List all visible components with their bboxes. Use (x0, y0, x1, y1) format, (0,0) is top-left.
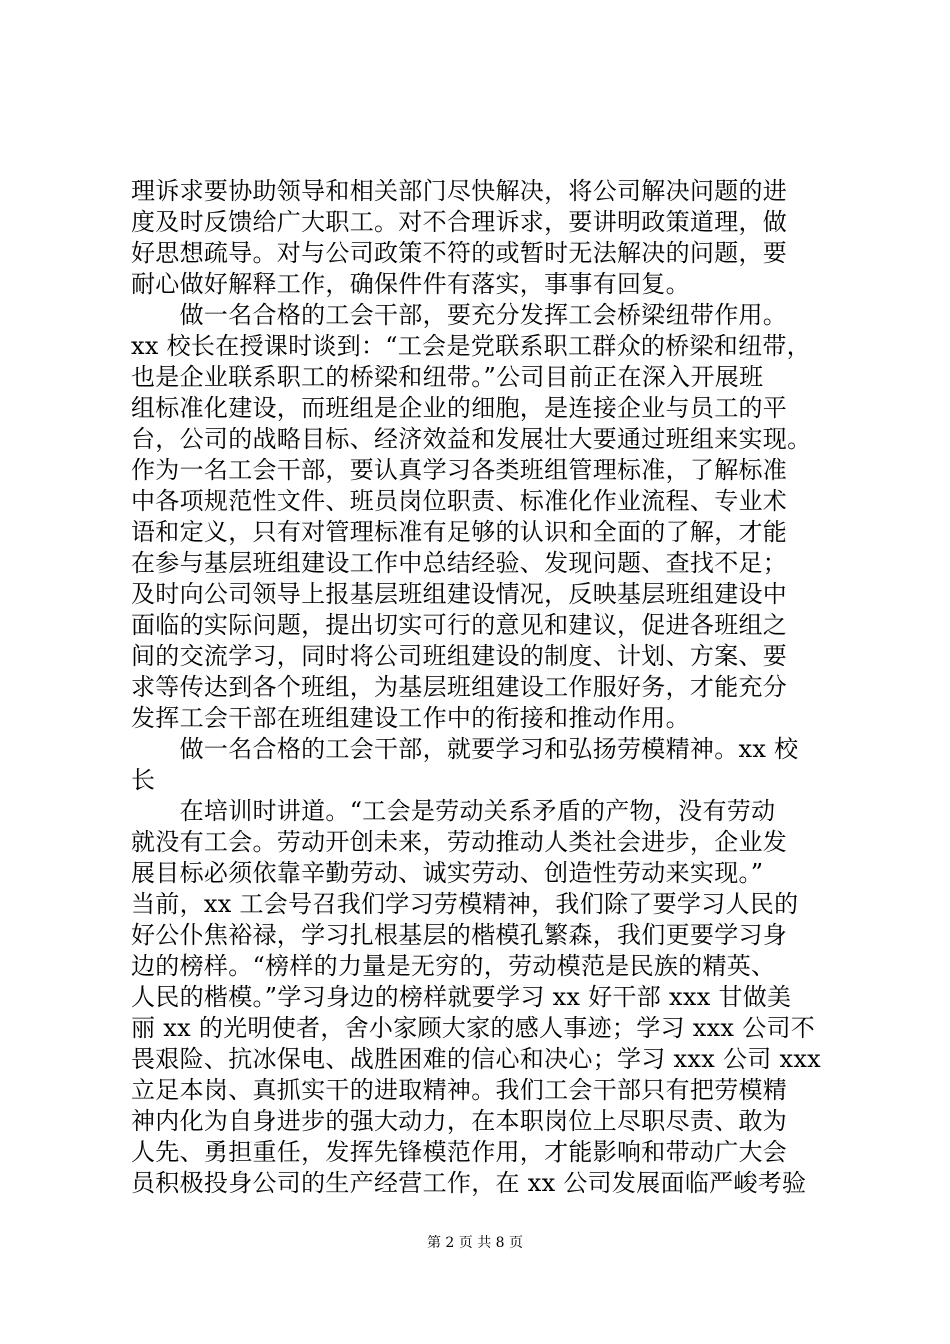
body-text-line: 理诉求要协助领导和相关部门尽快解决，将公司解决问题的进 (131, 177, 788, 205)
body-text-line: 面临的实际问题，提出切实可行的意见和建议，促进各班组之 (131, 611, 788, 639)
body-text-line: 就没有工会。劳动开创未来，劳动推动人类社会进步，企业发 (131, 828, 788, 856)
body-text-line: 间的交流学习，同时将公司班组建设的制度、计划、方案、要 (131, 642, 788, 670)
body-text-line: 求等传达到各个班组，为基层班组建设工作服好务，才能充分 (131, 673, 788, 701)
body-text-line: 畏艰险、抗冰保电、战胜困难的信心和决心；学习 xxx 公司 xxx (131, 1045, 821, 1073)
body-text-line: 度及时反馈给广大职工。对不合理诉求，要讲明政策道理，做 (131, 208, 788, 236)
body-text-line: 好思想疏导。对与公司政策不符的或暂时无法解决的问题，要 (131, 239, 788, 267)
body-text-line: 好公仆焦裕禄，学习扎根基层的楷模孔繁森，我们更要学习身 (131, 921, 788, 949)
body-text-line: 丽 xx 的光明使者，舍小家顾大家的感人事迹；学习 xxx 公司不 (131, 1014, 816, 1042)
body-text-line: 人先、勇担重任，发挥先锋模范作用，才能影响和带动广大会 (131, 1138, 788, 1166)
body-text-line: 做一名合格的工会干部，要充分发挥工会桥梁纽带作用。 (131, 301, 788, 329)
body-text-line: 发挥工会干部在班组建设工作中的衔接和推动作用。 (131, 704, 690, 732)
body-text-line: 员积极投身公司的生产经营工作，在 xx 公司发展面临严峻考验 (131, 1169, 807, 1197)
body-text-line: 组标准化建设，而班组是企业的细胞，是连接企业与员工的平 (131, 394, 788, 422)
body-text-line: 长 (131, 766, 156, 794)
body-text-line: 展目标必须依靠辛勤劳动、诚实劳动、创造性劳动来实现。” (131, 859, 764, 887)
body-text-line: 做一名合格的工会干部，就要学习和弘扬劳模精神。xx 校 (131, 735, 799, 763)
body-text-line: 中各项规范性文件、班员岗位职责、标准化作业流程、专业术 (131, 487, 788, 515)
body-text-line: 边的榜样。“榜样的力量是无穷的，劳动模范是民族的精英、 (131, 952, 776, 980)
body-text-line: 人民的楷模。”学习身边的榜样就要学习 xx 好干部 xxx 甘做美 (131, 983, 792, 1011)
body-text-line: 耐心做好解释工作，确保件件有落实，事事有回复。 (131, 270, 690, 298)
body-text-line: 立足本岗、真抓实干的进取精神。我们工会干部只有把劳模精 (131, 1076, 788, 1104)
body-text-line: 神内化为自身进步的强大动力，在本职岗位上尽职尽责、敢为 (131, 1107, 788, 1135)
body-text-line: 在参与基层班组建设工作中总结经验、发现问题、查找不足； (131, 549, 788, 577)
body-text-line: 也是企业联系职工的桥梁和纽带。”公司目前正在深入开展班 (131, 363, 764, 391)
body-text-line: 及时向公司领导上报基层班组建设情况，反映基层班组建设中 (131, 580, 788, 608)
page-number-footer: 第 2 页 共 8 页 (426, 1235, 524, 1251)
body-text-line: 作为一名工会干部，要认真学习各类班组管理标准，了解标准 (131, 456, 788, 484)
body-text-line: 当前，xx 工会号召我们学习劳模精神，我们除了要学习人民的 (131, 890, 799, 918)
body-text-line: 语和定义，只有对管理标准有足够的认识和全面的了解，才能 (131, 518, 788, 546)
body-text-line: xx 校长在授课时谈到：“工会是党联系职工群众的桥梁和纽带， (131, 332, 811, 360)
body-text-line: 台，公司的战略目标、经济效益和发展壮大要通过班组来实现。 (131, 425, 812, 453)
body-text-line: 在培训时讲道。“工会是劳动关系矛盾的产物，没有劳动 (131, 797, 776, 825)
